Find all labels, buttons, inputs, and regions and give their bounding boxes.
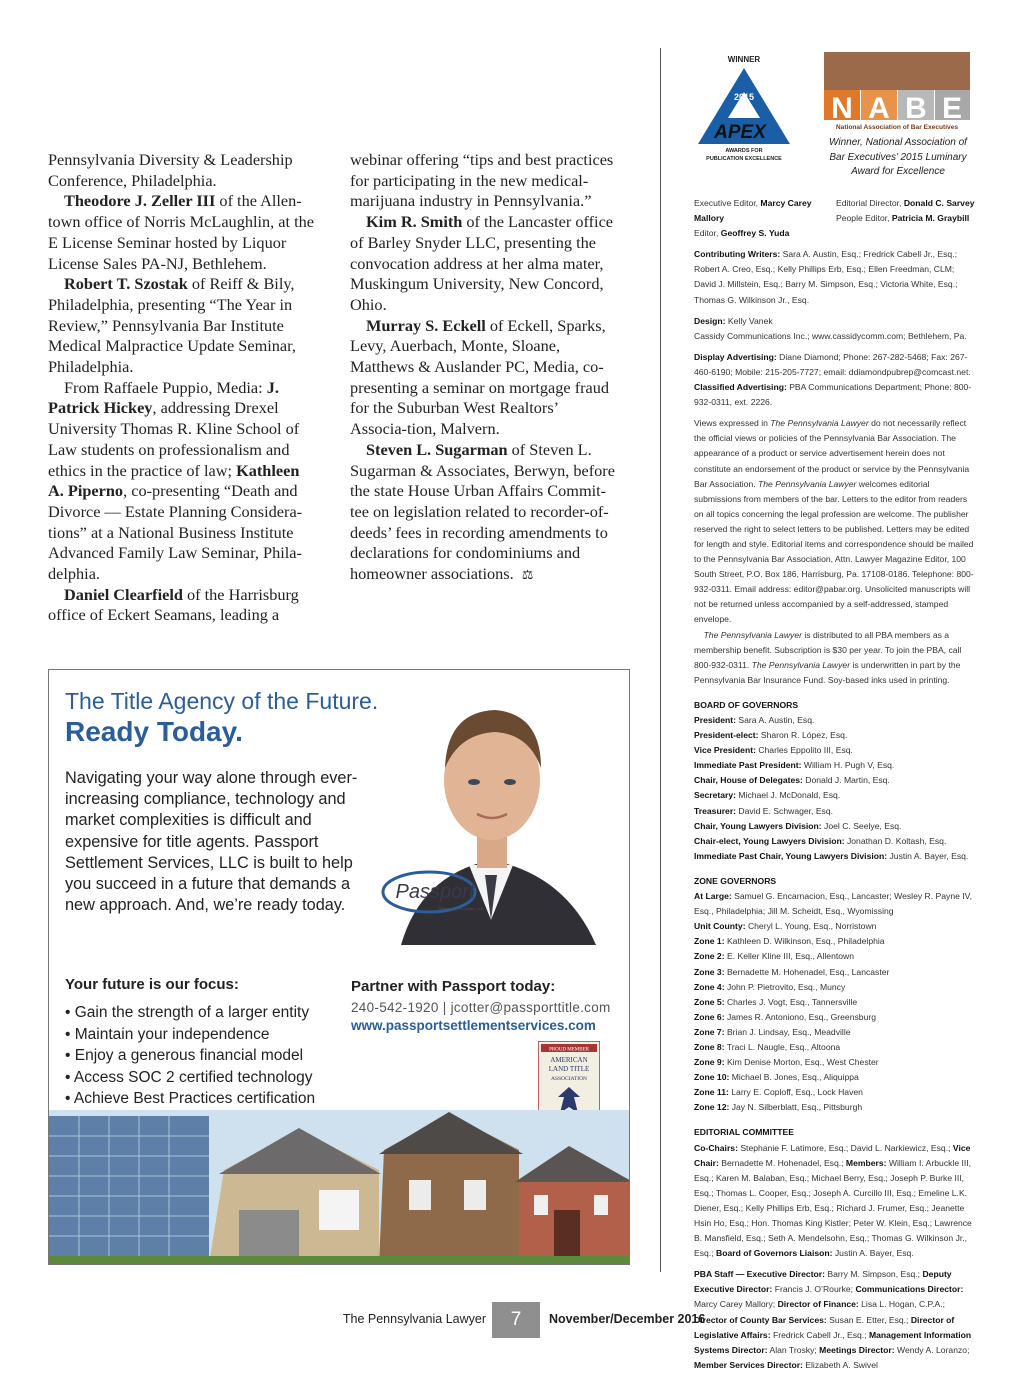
- ad-focus-item: • Access SOC 2 certified technology: [65, 1068, 313, 1086]
- apex-award-logo: [694, 52, 794, 168]
- board-of-governors-heading: BOARD OF GOVERNORS: [694, 699, 799, 710]
- masthead-design: Design: Kelly Vanek Cassidy Communications Inc.; www.cassidycomm.com; Bethlehem, Pa.: [694, 315, 967, 341]
- article-paragraph: Steven L. Sugarman of Steven L. Sugarman & Associates, Berwyn, before the state House Urban Affairs Commit-tee on legislation related to recorder-of-deeds’ fees in recording amendments to declarations for condominiums and homeowner associations. ⚖: [350, 439, 615, 584]
- nabe-logo: [824, 52, 970, 132]
- nabe-letter-e: E: [941, 92, 963, 125]
- masthead-line: Zone 11: Larry E. Coploff, Esq., Lock Haven: [694, 1087, 863, 1098]
- masthead-line: Zone 12: Jay N. Silberblatt, Esq., Pittsburgh: [694, 1102, 863, 1113]
- masthead-editors: [694, 196, 978, 241]
- editorial-committee-heading: EDITORIAL COMMITTEE: [694, 1127, 794, 1138]
- masthead-disclaimer: Views expressed in The Pennsylvania Lawyer do not necessarily reflect the official views or policies of the Pennsylvania Bar Association. The appearance of a product or service advertisement herein does not constitute an endorsement of the product or service by the Pennsylvania Bar Association. The Pennsylvania Lawyer welcomes editorial submissions from members of the bar. Letters to the editor from readers on all topics concerning the legal profession are welcome. The publisher reserved the right to select letters to be published. Letters may be edited for length and style. Editorial items and correspondence should be mailed to the Pennsylvania Bar Association, Attn. Lawyer Magazine Editor, 100 South Street, P.O. Box 186, Harrisburg, Pa. 17108-0186. Telephone: 800-932-0311. Email address: editor@pabar.org. Unsolicited manuscripts will not be returned unless accompanied by a self-addressed, stamped envelope.: [694, 418, 974, 625]
- masthead-line: Vice President: Charles Eppolito III, Esq.: [694, 745, 853, 756]
- ad-partner-website-link[interactable]: www.passportsettlementservices.com: [351, 1018, 596, 1033]
- apex-name-text: APEX: [714, 122, 766, 143]
- nabe-letter-b: B: [905, 92, 927, 125]
- ad-focus-item-text: Maintain your independence: [74, 1025, 270, 1043]
- ad-focus-item-text: Access SOC 2 certified technology: [73, 1068, 313, 1086]
- masthead-line: Zone 6: James R. Antoniono, Esq., Greensburg: [694, 1011, 876, 1022]
- masthead-line: Zone 10: Michael B. Jones, Esq., Aliquippa: [694, 1072, 859, 1083]
- article-paragraph: Kim R. Smith of the Lancaster office of Barley Snyder LLC, presenting the convocation address at her alma mater, Muskingum University, New Concord, Ohio.: [350, 212, 614, 314]
- article-paragraph: webinar offering “tips and best practices for participating in the new medical-marijuana industry in Pennsylvania.”: [350, 150, 614, 211]
- masthead-editorial-director: Editorial Director, Donald C. Sarvey: [836, 198, 975, 208]
- masthead-display-advertising: Display Advertising: Diane Diamond; Phone: 267-282-5468; Fax: 267-460-6190; Mobile: 215-205-7727; email: ddiamondpubrep@comcast.net.: [694, 351, 971, 377]
- masthead-line: Chair-elect, Young Lawyers Division: Jonathan D. Koltash, Esq.: [694, 835, 947, 846]
- apex-sub2-text: PUBLICATION EXCELLENCE: [706, 156, 782, 162]
- masthead-distribution: The Pennsylvania Lawyer is distributed to all PBA members as a membership benefit. Subscription is $30 per year. To join the PBA, call 800-932-0311. The Pennsylvania Lawyer is underwritten in part by the Pennsylvania Bar Insurance Fund. Soy-based inks used in printing.: [694, 629, 962, 685]
- alta-line-1: PROUD MEMBER: [549, 1047, 589, 1053]
- masthead-line: Chair, House of Delegates: Donald J. Martin, Esq.: [694, 775, 890, 786]
- masthead-line: At Large: Samuel G. Encarnacion, Esq., Lancaster; Wesley R. Payne IV, Esq., Philadelphia; Jill M. Scheidt, Esq., Wyomissing: [694, 891, 973, 917]
- nabe-subtitle: National Association of Bar Executives: [835, 124, 959, 131]
- masthead-line: Zone 9: Kim Denise Morton, Esq., West Chester: [694, 1057, 879, 1068]
- masthead-executive-editor: Executive Editor, Marcy Carey Mallory: [694, 198, 812, 224]
- footer-issue-date: November/December 2016: [549, 1312, 706, 1326]
- zone-governors-list: [694, 889, 978, 1115]
- ad-focus-item-text: Enjoy a generous financial model: [74, 1047, 304, 1065]
- ad-focus-item: • Gain the strength of a larger entity: [65, 1004, 310, 1021]
- nabe-award-caption: Winner, National Association of Bar Executives’ 2015 Luminary Award for Excellence: [829, 137, 967, 177]
- article-column-left: [48, 150, 316, 626]
- masthead-staff-left: [694, 196, 836, 241]
- article-column-right: [350, 150, 618, 586]
- editorial-committee-text: Co-Chairs: Stephanie F. Latimore, Esq.; David L. Narkiewicz, Esq.; Vice Chair: Bernadette M. Hohenadel, Esq.; Members: William I. Arbuckle III, Esq.; Karen M. Balaban, Esq.; Michael Berry, Esq.; Joseph P. Burke III, Esq.; Thomas L. Cooper, Esq.; Joseph A. Curcillo III, Esq.; Emeline L.K. Diener, Esq.; Kelly Phillips Erb, Esq.; Richard J. Frumer, Esq.; Jeanette Hsin Ho, Esq.; Hon. Thomas King Kistler; Peter W. Klein, Esq.; Lawrence B. Mansfield, Esq.; Seth A. Mendelsohn, Esq.; Thomas G. Wilkinson Jr., Esq.; Board of Governors Liaison: Justin A. Bayer, Esq.: [694, 1142, 972, 1259]
- masthead-line: Zone 3: Bernadette M. Hohenadel, Esq., Lancaster: [694, 966, 890, 977]
- article-paragraph: From Raffaele Puppio, Media: J. Patrick Hickey, addressing Drexel University Thomas R. Kline School of Law students on professionalism and ethics in the practice of law; Kathleen A. Piperno, co-presenting “Death and Divorce — Estate Planning Considera-tions” at a National Business Institute Advanced Family Law Seminar, Phila-delphia.: [48, 377, 303, 584]
- article-paragraph: Robert T. Szostak of Reiff & Bily, Philadelphia, presenting “The Year in Review,” Pennsylvania Bar Institute Medical Malpractice Update Seminar, Philadelphia.: [48, 274, 296, 377]
- board-of-governors-list: [694, 713, 978, 864]
- article-paragraph: Murray S. Eckell of Eckell, Sparks, Levy, Auerbach, Monte, Sloane, Matthews & Auslander PC, Media, co-presenting a seminar on mortgage fraud for the Suburban West Realtors’ Associa-tion, Malvern.: [350, 315, 610, 439]
- masthead-staff-right: [836, 196, 978, 241]
- nabe-letter-n: N: [831, 92, 853, 125]
- masthead-sidebar: [694, 196, 978, 1373]
- passport-logo-subtext: Settlement Services, LLC: [438, 906, 484, 911]
- nabe-block-top: [824, 52, 970, 90]
- masthead-line: Chair, Young Lawyers Division: Joel C. Seelye, Esq.: [694, 820, 902, 831]
- apex-sub1-text: AWARDS FOR: [725, 148, 763, 154]
- masthead-classified-advertising: Classified Advertising: PBA Communications Department; Phone: 800-932-0311, ext. 2226.: [694, 382, 972, 408]
- masthead-line: Unit County: Cheryl L. Young, Esq., Norristown: [694, 921, 877, 932]
- page-footer: [0, 1302, 1024, 1338]
- ad-focus-item-text: Gain the strength of a larger entity: [74, 1004, 310, 1021]
- ad-focus-item: • Enjoy a generous financial model: [65, 1047, 304, 1065]
- column-divider: [660, 48, 661, 1272]
- ad-headline: The Title Agency of the Future.: [65, 688, 379, 714]
- ad-focus-item: • Achieve Best Practices certification: [65, 1090, 316, 1108]
- masthead-editor: Editor, Geoffrey S. Yuda: [694, 228, 790, 239]
- ad-focus-item-text: Achieve Best Practices certification: [73, 1090, 316, 1108]
- masthead-line: President: Sara A. Austin, Esq.: [694, 715, 815, 725]
- masthead-line: Zone 4: John P. Pietrovito, Esq., Muncy: [694, 981, 846, 992]
- ad-headline-strong: Ready Today.: [65, 716, 243, 747]
- apex-winner-text: WINNER: [727, 55, 761, 64]
- masthead-line: Zone 8: Traci L. Naugle, Esq., Altoona: [694, 1041, 841, 1052]
- pba-staff-text: PBA Staff — Executive Director: Barry M. Simpson, Esq.; Deputy Executive Director: Francis J. O’Rourke; Communications Director: Marcy Carey Mallory; Director of Finance: Lisa L. Hogan, C.P.A.; Director of County Bar Services: Susan E. Etter, Esq.; Director of Legislative Affairs: Fredrick Cabell Jr., Esq.; Management Information Systems Director: Alan Trosky; Meetings Director: Wendy A. Loranzo; Member Services Director: Elizabeth A. Swivel: [694, 1269, 972, 1370]
- masthead-line: President-elect: Sharon R. López, Esq.: [694, 730, 848, 741]
- alta-line-4: ASSOCIATION: [550, 1076, 588, 1082]
- passport-logo: [379, 866, 489, 916]
- masthead-line: Zone 2: E. Keller Kline III, Esq., Allentown: [694, 951, 855, 962]
- ad-partner-contact[interactable]: 240-542-1920 | jcotter@passporttitle.com: [351, 1000, 611, 1015]
- article-paragraph: Theodore J. Zeller III of the Allen-town office of Norris McLaughlin, at the E License Seminar hosted by Liquor License Sales PA-NJ, Bethlehem.: [48, 191, 315, 273]
- ad-focus-heading: Your future is our focus:: [65, 976, 239, 993]
- footer-page-number: 7: [492, 1302, 540, 1338]
- masthead-line: Treasurer: David E. Schwager, Esq.: [694, 805, 834, 816]
- alta-line-3: LAND TITLE: [548, 1065, 590, 1073]
- ad-houses-photo: [49, 1110, 629, 1264]
- nabe-letter-a: A: [868, 92, 890, 125]
- apex-year-text: 2015: [733, 92, 755, 102]
- alta-line-2: AMERICAN: [550, 1056, 588, 1064]
- footer-publication-name: The Pennsylvania Lawyer: [342, 1312, 486, 1326]
- masthead-line: Immediate Past Chair, Young Lawyers Division: Justin A. Bayer, Esq.: [694, 850, 969, 861]
- ad-focus-list: [65, 1002, 315, 1110]
- passport-advertisement[interactable]: [48, 669, 630, 1265]
- ad-focus-item: • Maintain your independence: [65, 1025, 270, 1043]
- masthead-people-editor: People Editor, Patricia M. Graybill: [836, 213, 970, 224]
- article-paragraph: Pennsylvania Diversity & Leadership Conference, Philadelphia.: [48, 150, 293, 190]
- ad-partner-heading: Partner with Passport today:: [351, 978, 556, 995]
- masthead-line: Secretary: Michael J. McDonald, Esq.: [694, 790, 841, 801]
- masthead-line: Zone 1: Kathleen D. Wilkinson, Esq., Philadelphia: [694, 936, 885, 947]
- article-paragraph: Daniel Clearfield of the Harrisburg office of Eckert Seamans, leading a: [48, 584, 299, 625]
- zone-governors-heading: ZONE GOVERNORS: [694, 875, 777, 886]
- masthead-line: Immediate Past President: William H. Pugh V, Esq.: [694, 760, 895, 771]
- ad-body-text: Navigating your way alone through ever-increasing compliance, technology and market complexities is difficult and expensive for title agents. Passport Settlement Services, LLC is built to help you succeed in a future that demands a new approach. And, we’re ready today.: [65, 769, 358, 915]
- masthead-line: Zone 7: Brian J. Lindsay, Esq., Meadville: [694, 1026, 851, 1037]
- masthead-contributing-writers: Contributing Writers: Sara A. Austin, Esq.; Fredrick Cabell Jr., Esq.; Robert A. Creo, Esq.; Kelly Phillips Erb, Esq.; Ellen Freedman, CLM; David J. Millstein, Esq.; Barry M. Simpson, Esq.; Victoria White, Esq.; Thomas G. Wilkinson Jr., Esq.: [694, 249, 958, 305]
- passport-logo-text: Passport: [395, 881, 475, 903]
- masthead-line: Zone 5: Charles J. Vogt, Esq., Tannersville: [694, 996, 858, 1007]
